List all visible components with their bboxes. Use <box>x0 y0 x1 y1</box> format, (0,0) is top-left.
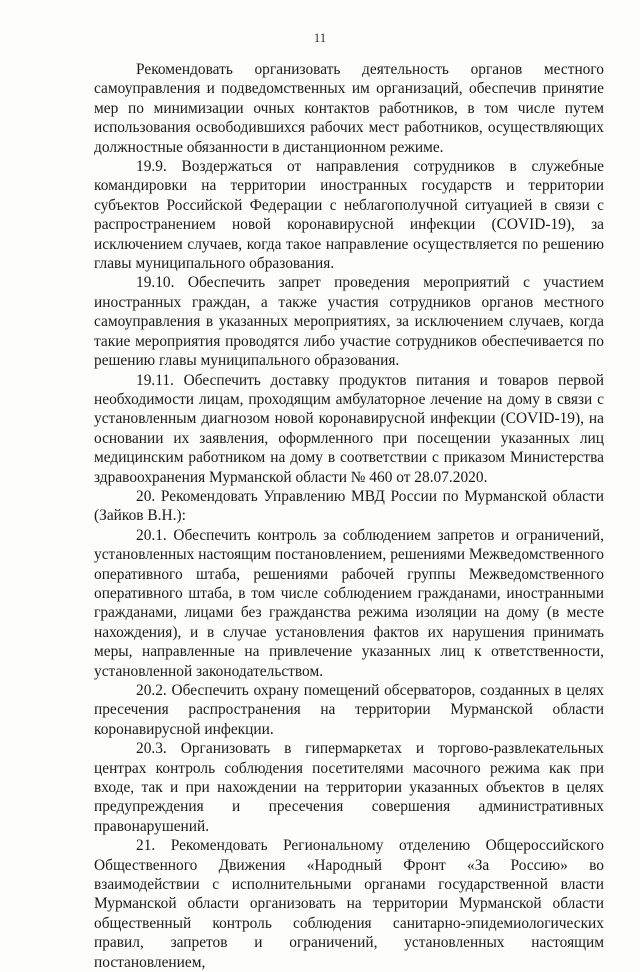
page-number: 11 <box>313 30 327 45</box>
paragraph-20-1: 20.1. Обеспечить контроль за соблюдением запретов и ограничений, установленных настоящим постановлением, решениями Межведомственного оперативного штаба, решениями рабочей группы Межведомственного оперативного штаба, в том числе соблюдением гражданами, иностранными гражданами, лицами без гражданства режима изоляции на дому (в месте нахождения), и в случае установления фактов их нарушения принимать меры, направленные на привлечение указанных лиц к ответственности, установленной законодательством. <box>94 526 604 680</box>
document-body <box>94 60 604 972</box>
paragraph-20-3: 20.3. Организовать в гипермаркетах и торгово-развлекательных центрах контроль соблюдения посетителями масочного режима как при входе, так и при нахождении на территории указанных объектов в целях предупреждения и пресечения совершения административных правонарушений. <box>94 740 604 835</box>
paragraph-21: 21. Рекомендовать Региональному отделению Общероссийского Общественного Движения «Народный Фронт «За Россию» во взаимодействии с исполнительными органами государственной власти Мурманской области организовать на территории Мурманской области общественный контроль соблюдения санитарно-эпидемиологических правил, запретов и ограничений, установленных настоящим постановлением, <box>94 837 604 971</box>
paragraph-19-9: 19.9. Воздержаться от направления сотрудников в служебные командировки на территории иностранных государств и территории субъектов Российской Федерации с неблагополучной ситуацией в связи с распространением новой коронавирусной инфекции (COVID-19), за исключением случаев, когда такое направление осуществляется по решению главы муниципального образования. <box>94 158 604 273</box>
paragraph-19-10: 19.10. Обеспечить запрет проведения мероприятий с участием иностранных граждан, а также участия сотрудников органов местного самоуправления в указанных мероприятиях, за исключением случаев, когда такие мероприятия проводятся либо участие сотрудников обеспечивается по решению главы муниципального образования. <box>94 274 604 370</box>
paragraph-19-11: 19.11. Обеспечить доставку продуктов питания и товаров первой необходимости лицам, проходящим амбулаторное лечение на дому в связи с установленным диагнозом новой коронавирусной инфекции (COVID-19), на основании их заявления, оформленного при посещении указанных лиц медицинским работником на дому в соответствии с приказом Министерства здравоохранения Мурманской области № 460 от 28.07.2020. <box>94 371 604 486</box>
paragraph-20: 20. Рекомендовать Управлению МВД России по Мурманской области (Зайков В.Н.): <box>94 487 604 525</box>
paragraph-20-2: 20.2. Обеспечить охрану помещений обсерваторов, созданных в целях пресечения распространения на территории Мурманской области коронавирусной инфекции. <box>94 682 604 738</box>
paragraph-recommend-local-govt: Рекомендовать организовать деятельность органов местного самоуправления и подведомственных им организаций, обеспечив принятие мер по минимизации очных контактов работников, в том числе путем использования освободившихся рабочих мест работников, осуществляющих должностные обязанности в дистанционном режиме. <box>94 61 604 156</box>
